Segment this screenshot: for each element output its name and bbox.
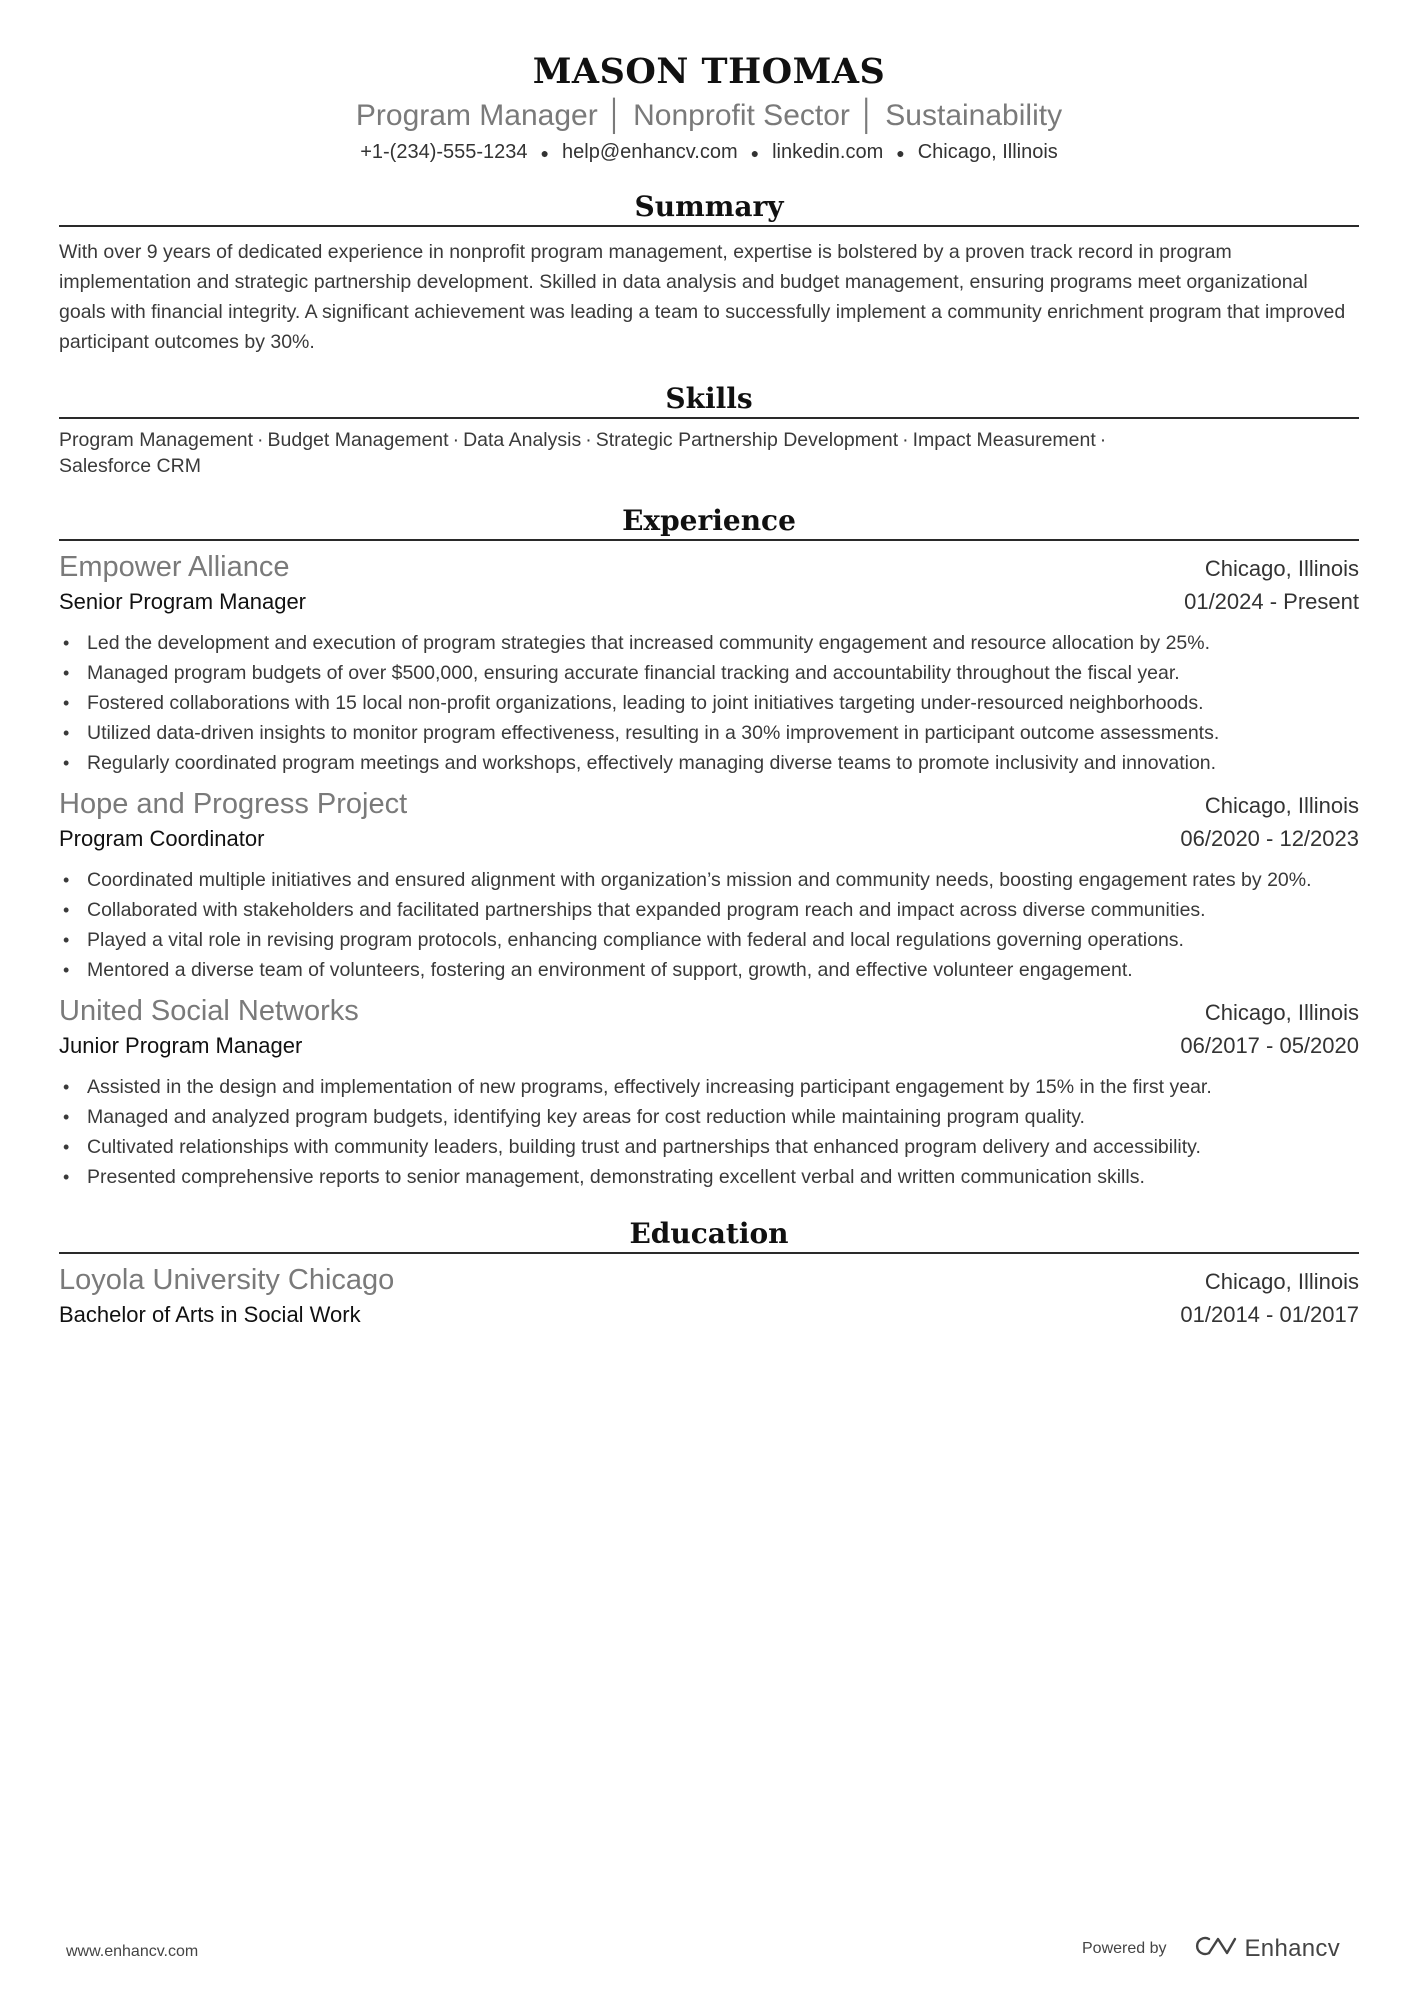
enhancv-logo-icon bbox=[1191, 1934, 1237, 1963]
phone[interactable]: +1-(234)-555-1234 bbox=[360, 141, 528, 163]
summary-text: With over 9 years of dedicated experience in nonprofit program management, expertise is bolstered by a proven track record in program implementation and strategic partnership development. Skilled in data analysis and budget management, ensuring programs meet organizational goals with financial integrity. A significant achievement was leading a team to successfully implement a community enrichment program that improved participant outcomes by 30%. bbox=[59, 241, 1346, 353]
achievement-list bbox=[59, 628, 1359, 778]
skill-separator: · bbox=[257, 429, 264, 451]
education-heading: Education bbox=[59, 1214, 1359, 1254]
bullet-icon: • bbox=[63, 870, 70, 890]
achievement-item: • Mentored a diverse team of volunteers, fostering an environment of support, growth, and effective volunteer engagement. bbox=[59, 955, 1359, 985]
job-location: Chicago, Illinois bbox=[1204, 556, 1359, 581]
location: Chicago, Illinois bbox=[917, 141, 1058, 163]
bullet-icon: • bbox=[63, 723, 70, 743]
achievement-item: • Fostered collaborations with 15 local non-profit organizations, leading to joint initiatives targeting under-resourced neighborhoods. bbox=[59, 688, 1359, 718]
contact-info bbox=[59, 139, 1359, 165]
bullet-separator: ● bbox=[896, 144, 905, 161]
achievement-item: • Regularly coordinated program meetings and workshops, effectively managing diverse teams to promote inclusivity and innovation. bbox=[59, 748, 1359, 778]
achievement-item: • Assisted in the design and implementation of new programs, effectively increasing participant engagement by 15% in the first year. bbox=[59, 1072, 1359, 1102]
bullet-icon: • bbox=[63, 1137, 70, 1157]
skills-list bbox=[59, 427, 1359, 479]
degree: Bachelor of Arts in Social Work bbox=[59, 1302, 361, 1327]
education-entry bbox=[59, 1264, 1359, 1335]
bullet-icon: • bbox=[63, 900, 70, 920]
skill-item: Budget Management bbox=[267, 429, 449, 451]
job-dates: 06/2017 - 05/2020 bbox=[1180, 1033, 1359, 1058]
powered-by-label: Powered by bbox=[1082, 1939, 1167, 1957]
skill-separator: · bbox=[452, 429, 460, 451]
experience-entry bbox=[59, 788, 1359, 985]
candidate-name: MASON THOMAS bbox=[532, 51, 886, 92]
company-name: United Social Networks bbox=[59, 995, 359, 1027]
achievement-item: • Played a vital role in revising program protocols, enhancing compliance with federal and local regulations governing operations. bbox=[59, 925, 1359, 955]
skill-separator: · bbox=[585, 429, 592, 451]
company-name: Empower Alliance bbox=[59, 551, 290, 583]
bullet-icon: • bbox=[63, 1077, 70, 1097]
achievement-list bbox=[59, 865, 1359, 985]
bullet-icon: • bbox=[63, 960, 70, 980]
bullet-icon: • bbox=[63, 1107, 70, 1127]
achievement-item: • Utilized data-driven insights to monitor program effectiveness, resulting in a 30% improvement in participant outcome assessments. bbox=[59, 718, 1359, 748]
achievement-item: • Led the development and execution of program strategies that increased community engagement and resource allocation by 25%. bbox=[59, 628, 1359, 658]
achievement-item: • Managed program budgets of over $500,000, ensuring accurate financial tracking and accountability throughout the fiscal year. bbox=[59, 658, 1359, 688]
experience-entry bbox=[59, 995, 1359, 1192]
linkedin-link[interactable]: linkedin.com bbox=[772, 141, 884, 163]
job-title: Program Coordinator bbox=[59, 826, 265, 851]
experience-entry bbox=[59, 551, 1359, 778]
bullet-separator: ● bbox=[750, 144, 760, 161]
job-title: Junior Program Manager bbox=[59, 1033, 303, 1058]
job-location: Chicago, Illinois bbox=[1204, 1000, 1359, 1025]
bullet-icon: • bbox=[63, 930, 70, 950]
brand-name: Enhancv bbox=[1244, 1934, 1340, 1962]
achievement-item: • Managed and analyzed program budgets, identifying key areas for cost reduction while maintaining program quality. bbox=[59, 1102, 1359, 1132]
achievement-item: • Coordinated multiple initiatives and ensured alignment with organization’s mission and community needs, boosting engagement rates by 20%. bbox=[59, 865, 1359, 895]
skill-item: Strategic Partnership Development bbox=[595, 429, 899, 451]
powered-by bbox=[1082, 1934, 1340, 1963]
bullet-icon: • bbox=[63, 633, 70, 653]
achievement-item: • Collaborated with stakeholders and facilitated partnerships that expanded program reach and impact across diverse communities. bbox=[59, 895, 1359, 925]
job-title: Senior Program Manager bbox=[59, 589, 307, 614]
footer-website-link[interactable]: www.enhancv.com bbox=[66, 1943, 199, 1960]
job-dates: 06/2020 - 12/2023 bbox=[1180, 826, 1359, 851]
education-dates: 01/2014 - 01/2017 bbox=[1180, 1302, 1359, 1327]
bullet-icon: • bbox=[63, 753, 70, 773]
resume-page bbox=[59, 50, 1359, 1335]
headline: Program Manager │ Nonprofit Sector │ Sustainability bbox=[355, 99, 1063, 132]
skill-item: Program Management bbox=[59, 429, 254, 451]
bullet-icon: • bbox=[63, 693, 70, 713]
skill-item: Salesforce CRM bbox=[59, 455, 201, 477]
school-location: Chicago, Illinois bbox=[1204, 1269, 1359, 1294]
bullet-icon: • bbox=[63, 1167, 70, 1187]
school-name: Loyola University Chicago bbox=[59, 1264, 395, 1296]
achievement-item: • Presented comprehensive reports to senior management, demonstrating excellent verbal and written communication skills. bbox=[59, 1162, 1359, 1192]
bullet-icon: • bbox=[63, 663, 70, 683]
skill-separator: · bbox=[902, 429, 909, 451]
bullet-separator: ● bbox=[540, 144, 550, 161]
achievement-list bbox=[59, 1072, 1359, 1192]
skills-heading: Skills bbox=[59, 379, 1359, 419]
skill-item: Impact Measurement bbox=[912, 429, 1096, 451]
email[interactable]: help@enhancv.com bbox=[562, 141, 738, 163]
job-dates: 01/2024 - Present bbox=[1184, 589, 1359, 614]
achievement-item: • Cultivated relationships with community leaders, building trust and partnerships that enhanced program delivery and accessibility. bbox=[59, 1132, 1359, 1162]
experience-heading: Experience bbox=[59, 501, 1359, 541]
summary-heading: Summary bbox=[59, 187, 1359, 227]
skill-item: Data Analysis bbox=[463, 429, 582, 451]
skill-separator: · bbox=[1099, 429, 1107, 451]
job-location: Chicago, Illinois bbox=[1204, 793, 1359, 818]
company-name: Hope and Progress Project bbox=[59, 788, 408, 820]
